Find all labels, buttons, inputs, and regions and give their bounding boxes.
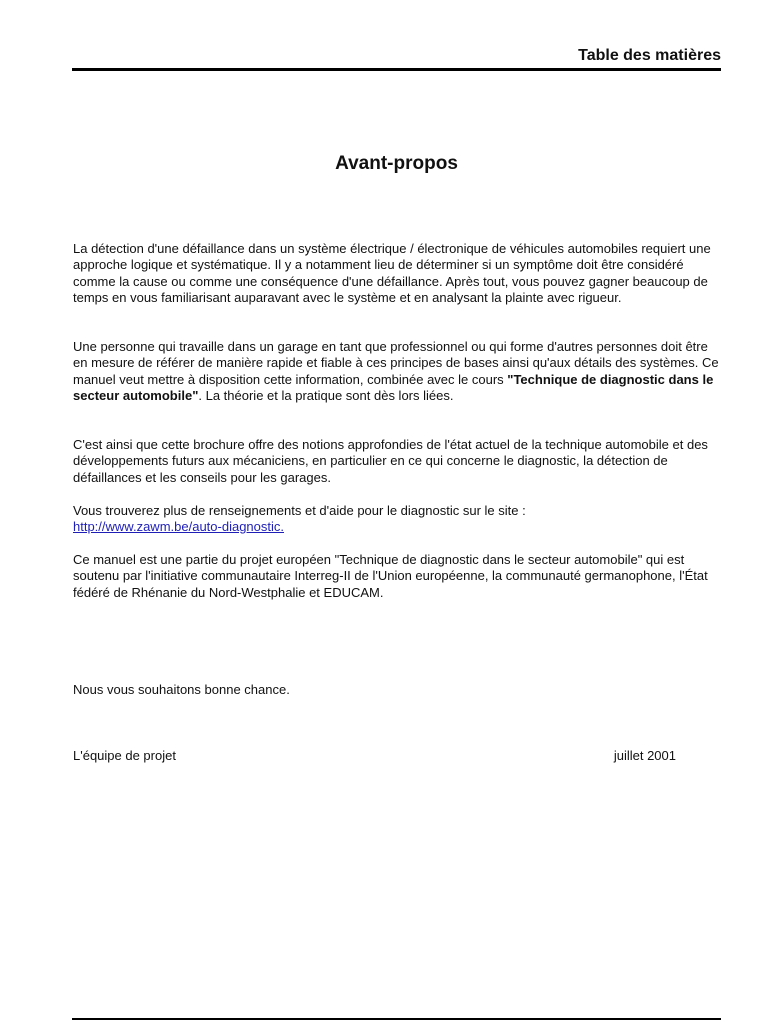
closing-wish: Nous vous souhaitons bonne chance. [73,682,290,697]
website-intro: Vous trouverez plus de renseignements et d'aide pour le diagnostic sur le site : [73,503,526,518]
paragraph-detection: La détection d'une défaillance dans un système électrique / électronique de véhicules automobiles requiert une approche logique et systématique. Il y a notamment lieu de déterminer si un symptôme doit être considéré comme la cause ou comme une conséquence d'une défaillance. Après tout, vous pouvez gagner beaucoup de temps en vous familiarisant auparavant avec le système et en analysant la plainte avec rigueur. [73,241,711,305]
document-date: juillet 2001 [613,748,676,763]
paragraph-professional [73,339,725,404]
paragraph-brochure: C'est ainsi que cette brochure offre des notions approfondies de l'état actuel de la technique automobile et des développements futurs aux mécaniciens, en particulier en ce qui concerne le diagnostic, la détection de défaillances et les conseils pour les garages. [73,437,708,485]
page-title: Avant-propos [335,153,458,174]
signature: L'équipe de projet [73,748,176,763]
header-divider [72,68,721,71]
paragraph-project: Ce manuel est une partie du projet européen "Technique de diagnostic dans le secteur automobile" qui est soutenu par l'initiative communautaire Interreg-II de l'Union européenne, la communauté germanophone, l'État fédéré de Rhénanie du Nord-Westphalie et EDUCAM. [73,552,708,600]
paragraph-website [73,503,725,536]
paragraph-professional-text: Une personne qui travaille dans un garage en tant que professionnel ou qui forme d'autres personnes doit être en mesure de référer de manière rapide et fiable à ces principes de bases ainsi qu'aux détails des systèmes. Ce manuel veut mettre à disposition cette information, combinée avec le cours [73,339,719,387]
paragraph-professional-end: . La théorie et la pratique sont dès lors liées. [198,387,454,403]
header-title: Table des matières [578,47,721,64]
course-title: "Technique de diagnostic dans le secteur automobile" [73,371,714,403]
website-link[interactable]: http://www.zawm.be/auto-diagnostic. [73,519,284,535]
footer-divider [72,1018,721,1020]
